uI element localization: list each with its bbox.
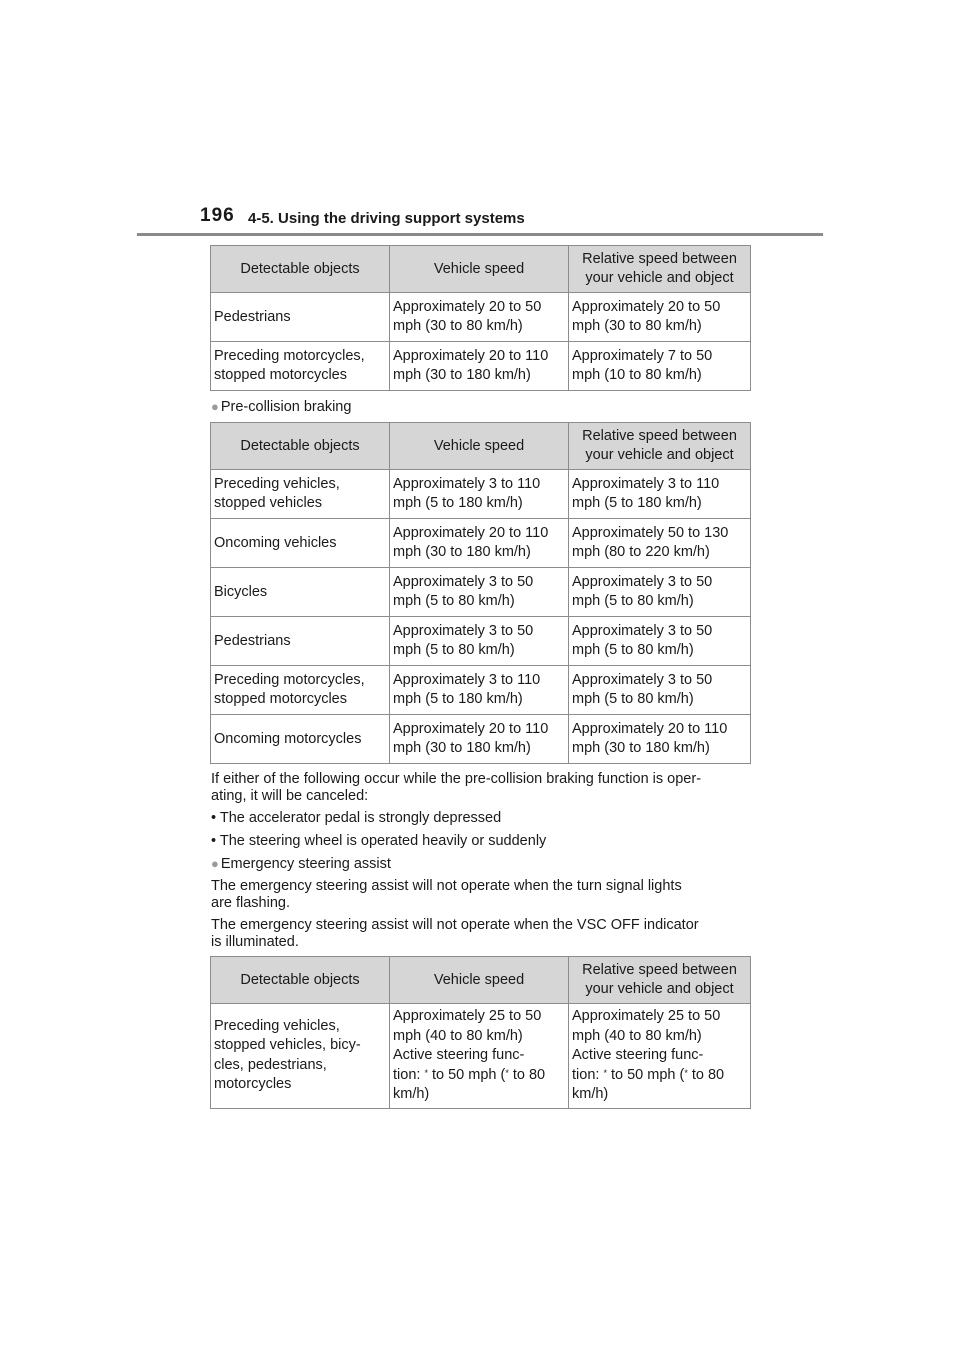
header-detectable-objects: Detectable objects xyxy=(211,246,390,293)
cell-vehicle-speed: Approximately 20 to 110 mph (30 to 180 km/h) xyxy=(390,715,569,764)
cell-relative-speed: Approximately 3 to 50 mph (5 to 80 km/h) xyxy=(569,617,751,666)
cell-object: Preceding vehicles, stopped vehicles xyxy=(211,470,390,519)
table-header-row xyxy=(211,423,751,470)
table-header-row xyxy=(211,957,751,1004)
table-row xyxy=(211,293,751,342)
cell-relative-speed: Approximately 25 to 50 mph (40 to 80 km/h) Active steering func- tion: * to 50 mph (* to 80 km/h) xyxy=(569,1004,751,1109)
table-row xyxy=(211,470,751,519)
cell-relative-speed: Approximately 3 to 50 mph (5 to 80 km/h) xyxy=(569,568,751,617)
table-row xyxy=(211,1004,751,1109)
cell-vehicle-speed: Approximately 3 to 110 mph (5 to 180 km/h) xyxy=(390,470,569,519)
cell-relative-speed: Approximately 20 to 50 mph (30 to 80 km/h) xyxy=(569,293,751,342)
cell-relative-speed: Approximately 20 to 110 mph (30 to 180 km/h) xyxy=(569,715,751,764)
table-row xyxy=(211,342,751,391)
header-vehicle-speed: Vehicle speed xyxy=(390,423,569,470)
emergency-paragraph-2: The emergency steering assist will not operate when the VSC OFF indicator is illuminated. xyxy=(211,917,699,950)
header-relative-speed: Relative speed between your vehicle and object xyxy=(569,246,751,293)
cell-object: Bicycles xyxy=(211,568,390,617)
cancel-item: • The steering wheel is operated heavily or suddenly xyxy=(211,833,547,849)
footnote-star: * xyxy=(603,1067,607,1078)
cell-relative-speed: Approximately 50 to 130 mph (80 to 220 km/h) xyxy=(569,519,751,568)
footnote-star: * xyxy=(505,1067,509,1078)
cell-relative-speed: Approximately 3 to 50 mph (5 to 80 km/h) xyxy=(569,666,751,715)
cell-relative-speed: Approximately 3 to 110 mph (5 to 180 km/h) xyxy=(569,470,751,519)
header-detectable-objects: Detectable objects xyxy=(211,423,390,470)
cell-object: Preceding motorcycles, stopped motorcycles xyxy=(211,666,390,715)
cell-vehicle-speed: Approximately 25 to 50 mph (40 to 80 km/h) Active steering func- tion: * to 50 mph (* to 80 km/h) xyxy=(390,1004,569,1109)
cell-vehicle-speed: Approximately 3 to 50 mph (5 to 80 km/h) xyxy=(390,568,569,617)
cell-vehicle-speed: Approximately 3 to 50 mph (5 to 80 km/h) xyxy=(390,617,569,666)
header-divider xyxy=(137,233,823,236)
header-detectable-objects: Detectable objects xyxy=(211,957,390,1004)
cancel-item: • The accelerator pedal is strongly depressed xyxy=(211,810,502,826)
table-row xyxy=(211,617,751,666)
emergency-heading: ● Emergency steering assist xyxy=(211,856,391,872)
precollision-heading: ● Pre-collision braking xyxy=(211,399,352,415)
cancel-paragraph: If either of the following occur while the pre-collision braking function is oper- ating, it will be canceled: xyxy=(211,771,702,804)
header-relative-speed: Relative speed between your vehicle and object xyxy=(569,423,751,470)
cell-object: Oncoming motorcycles xyxy=(211,715,390,764)
header-relative-speed: Relative speed between your vehicle and object xyxy=(569,957,751,1004)
section-title: 4-5. Using the driving support systems xyxy=(248,210,525,227)
cell-vehicle-speed: Approximately 20 to 50 mph (30 to 80 km/h) xyxy=(390,293,569,342)
detection-table-1 xyxy=(210,245,751,391)
footnote-star: * xyxy=(684,1067,688,1078)
header-vehicle-speed: Vehicle speed xyxy=(390,957,569,1004)
cell-object: Preceding motorcycles, stopped motorcycles xyxy=(211,342,390,391)
header-vehicle-speed: Vehicle speed xyxy=(390,246,569,293)
bullet-circle-icon: ● xyxy=(211,856,219,871)
footnote-star: * xyxy=(424,1067,428,1078)
cell-object: Oncoming vehicles xyxy=(211,519,390,568)
table-row xyxy=(211,715,751,764)
table-row xyxy=(211,519,751,568)
page-number: 196 xyxy=(200,205,235,226)
cell-object: Pedestrians xyxy=(211,617,390,666)
table-header-row xyxy=(211,246,751,293)
detection-table-2 xyxy=(210,422,751,764)
cell-vehicle-speed: Approximately 20 to 110 mph (30 to 180 km/h) xyxy=(390,342,569,391)
detection-table-3 xyxy=(210,956,751,1109)
emergency-paragraph-1: The emergency steering assist will not operate when the turn signal lights are flashing. xyxy=(211,878,682,911)
bullet-circle-icon: ● xyxy=(211,399,219,414)
table-row xyxy=(211,666,751,715)
cell-object: Preceding vehicles, stopped vehicles, bicy- cles, pedestrians, motorcycles xyxy=(211,1004,390,1109)
table-row xyxy=(211,568,751,617)
cell-vehicle-speed: Approximately 3 to 110 mph (5 to 180 km/h) xyxy=(390,666,569,715)
cell-object: Pedestrians xyxy=(211,293,390,342)
cell-vehicle-speed: Approximately 20 to 110 mph (30 to 180 km/h) xyxy=(390,519,569,568)
cell-relative-speed: Approximately 7 to 50 mph (10 to 80 km/h) xyxy=(569,342,751,391)
